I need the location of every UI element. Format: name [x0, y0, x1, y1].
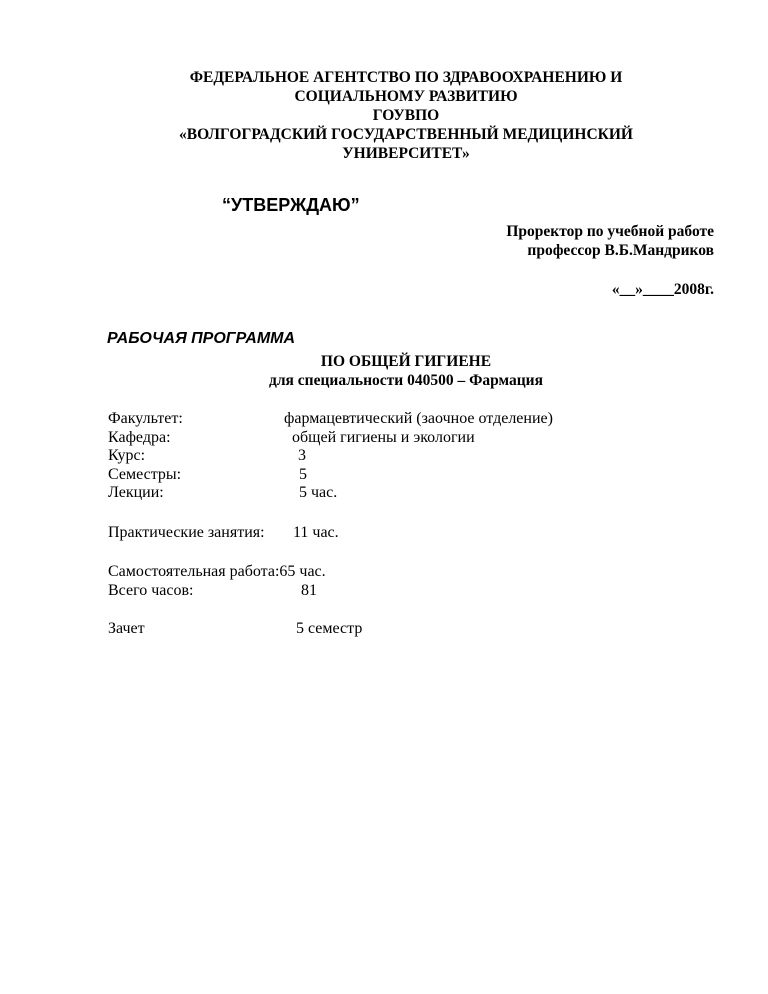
header-line-1: ФЕДЕРАЛЬНОЕ АГЕНТСТВО ПО ЗДРАВООХРАНЕНИЮ И [189, 69, 623, 86]
course-label: Курс: [108, 447, 146, 464]
detail-row-selfwork [108, 563, 326, 582]
department-label: Кафедра: [108, 428, 171, 446]
semesters-value: 5 [299, 465, 307, 483]
detail-row-lectures [108, 484, 553, 503]
lectures-label: Лекции: [108, 484, 164, 501]
program-subject: ПО ОБЩЕЙ ГИГИЕНЕ [320, 353, 492, 370]
approval-date: «__»____2008г. [611, 281, 714, 298]
detail-row-semesters [108, 466, 553, 485]
total-value: 81 [301, 581, 317, 599]
lectures-value: 5 час. [299, 484, 338, 501]
details-group-main [108, 410, 553, 503]
approver-name: профессор В.Б.Мандриков [527, 242, 714, 259]
header-line-2: СОЦИАЛЬНОМУ РАЗВИТИЮ [294, 88, 518, 105]
detail-row-course [108, 447, 553, 466]
detail-row-practice [108, 524, 339, 543]
semesters-label: Семестры: [108, 465, 182, 483]
practice-label: Практические занятия: [108, 524, 265, 541]
practice-value: 11 час. [293, 524, 339, 541]
detail-row-credit [108, 620, 362, 639]
approver-position: Проректор по учебной работе [506, 223, 714, 240]
header-line-4: «ВОЛГОГРАДСКИЙ ГОСУДАРСТВЕННЫЙ МЕДИЦИНСКИЙ [179, 126, 633, 143]
approver-block [506, 222, 714, 260]
faculty-label: Факультет: [108, 410, 183, 427]
header-line-3: ГОУВПО [372, 107, 440, 124]
details-group-hours [108, 563, 326, 600]
course-value: 3 [298, 447, 306, 464]
approval-title: “УТВЕРЖДАЮ” [222, 195, 360, 215]
details-group-credit [108, 620, 362, 639]
institution-header [100, 68, 712, 163]
detail-row-department [108, 429, 553, 448]
detail-row-total [108, 582, 326, 601]
credit-label: Зачет [108, 620, 145, 637]
total-label: Всего часов: [108, 581, 194, 599]
credit-value: 5 семестр [296, 620, 363, 637]
faculty-value: фармацевтический (заочное отделение) [284, 410, 553, 427]
header-line-5: УНИВЕРСИТЕТ» [342, 145, 470, 162]
detail-row-faculty [108, 410, 553, 429]
program-subject-block [100, 352, 712, 390]
program-title: РАБОЧАЯ ПРОГРАММА [107, 330, 296, 347]
selfwork-value: 65 час. [279, 563, 326, 580]
program-specialty: для специальности 040500 – Фармация [268, 372, 543, 389]
details-group-practice [108, 524, 339, 543]
department-value: общей гигиены и экологии [292, 428, 475, 446]
selfwork-label: Самостоятельная работа: [108, 563, 280, 580]
